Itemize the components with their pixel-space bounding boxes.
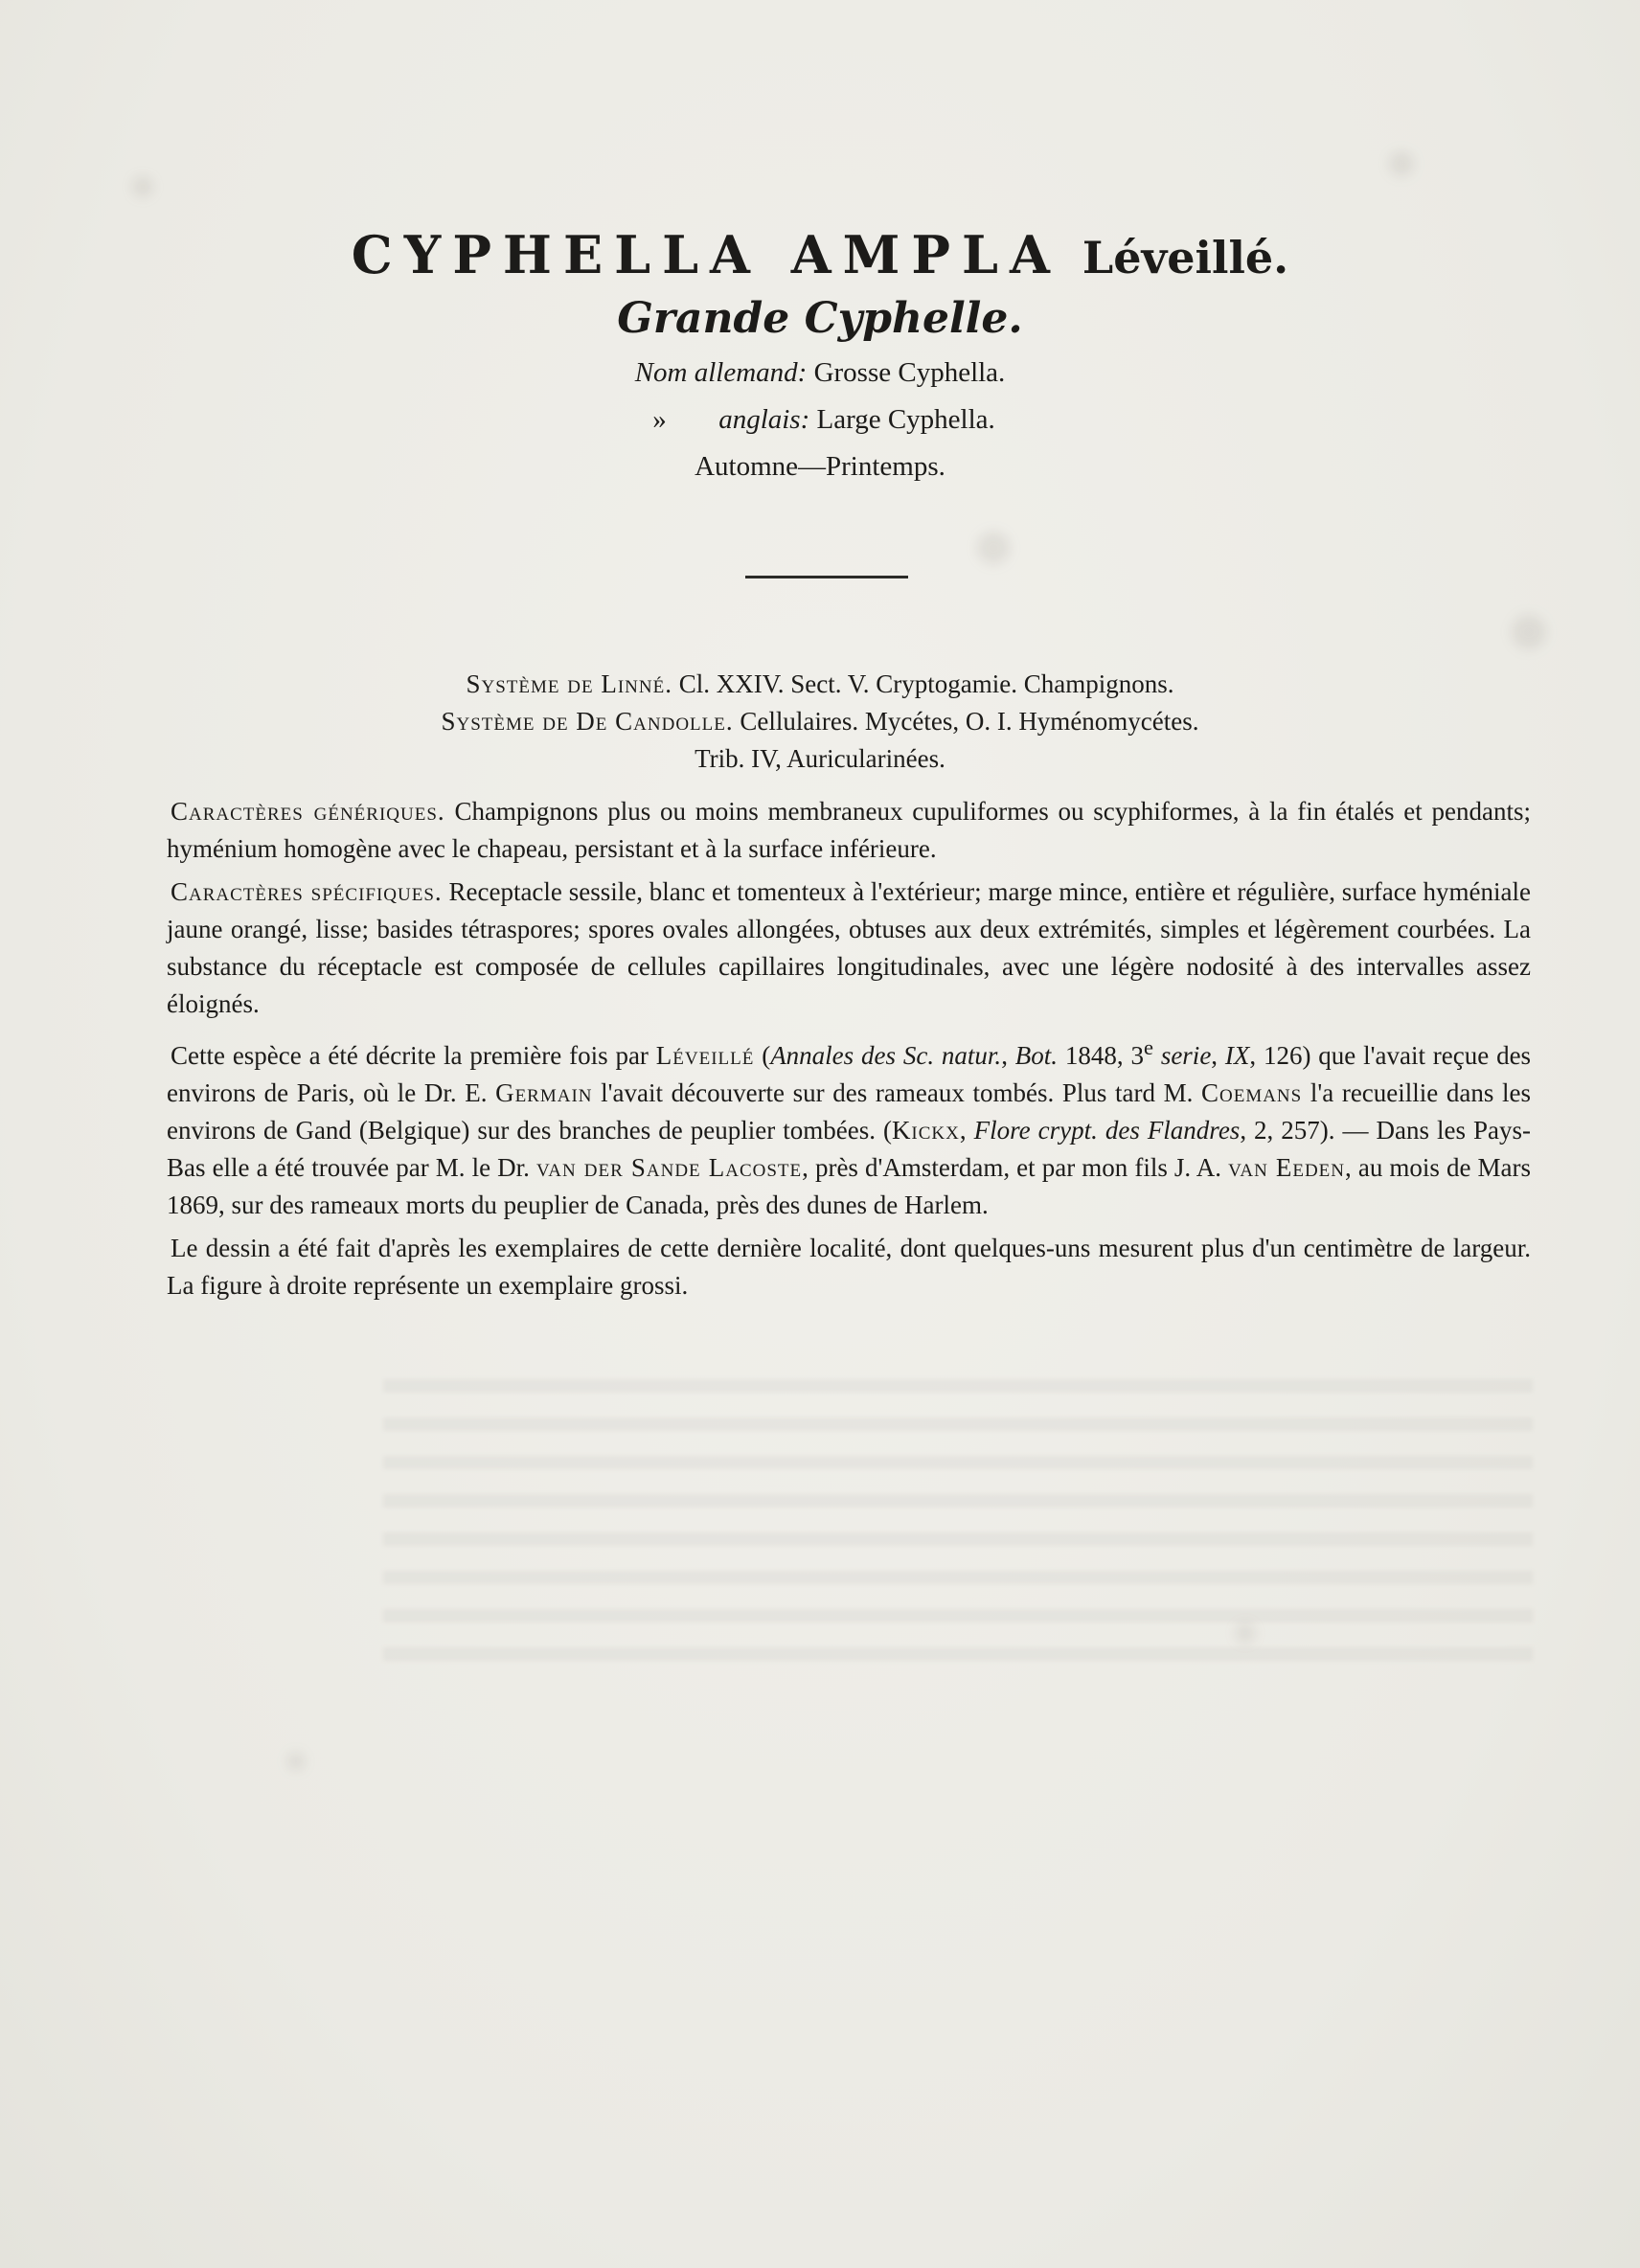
history-text: , 2, 257). — Dans les Pays-Bas elle a été trouvée par M. le Dr. bbox=[167, 1116, 1531, 1182]
generic-label: Caractères génériques. bbox=[171, 797, 445, 826]
linne-label: Système de Linné. bbox=[466, 669, 672, 698]
person-van-eeden: van Eeden bbox=[1228, 1153, 1346, 1182]
ditto-mark: » bbox=[652, 404, 667, 435]
linne-system bbox=[0, 666, 1640, 703]
person-sande-lacoste: van der Sande Lacoste bbox=[536, 1153, 803, 1182]
generic-characters bbox=[167, 793, 1531, 868]
english-label: anglais: bbox=[718, 404, 810, 435]
author-leveille: Léveillé bbox=[655, 1041, 755, 1070]
common-name: Grande Cyphelle. bbox=[617, 294, 1023, 343]
divider-rule bbox=[745, 576, 908, 578]
person-germain: Germain bbox=[495, 1078, 593, 1107]
paper-stain bbox=[132, 176, 153, 197]
specific-label: Caractères spécifiques. bbox=[171, 877, 443, 906]
description-body bbox=[167, 793, 1531, 1310]
english-name: Large Cyphella. bbox=[816, 404, 995, 435]
author-name: Léveillé. bbox=[1082, 232, 1289, 284]
specific-characters bbox=[167, 873, 1531, 1023]
generic-text: Champignons plus ou moins membraneux cupuliformes ou scyphiformes, à la fin étalés et pendants; hyménium homogène avec le chapeau, persistant et à la surface inférieure. bbox=[167, 797, 1532, 863]
history-text: ( bbox=[762, 1041, 771, 1070]
citation-bot: Bot. bbox=[1014, 1041, 1059, 1070]
german-name-line bbox=[0, 350, 1640, 397]
drawing-paragraph: Le dessin a été fait d'après les exemplaires de cette dernière localité, dont quelques-uns mesurent plus d'un centimètre de largeur. La figure à droite représente un exemplaire grossi. bbox=[167, 1234, 1531, 1300]
specific-text: Receptacle sessile, blanc et tomenteux à l'extérieur; marge mince, entière et régulière, surface hyméniale jaune orangé, lisse; basides tétraspores; spores ovales allongées, obtuses aux deux extrémités, simples et légèrement courbées. La substance du réceptacle est composée de cellules capillaires longitudinales, avec une légère nodosité à des intervalles assez éloignés. bbox=[167, 877, 1532, 1018]
history-text: l'avait découverte sur des rameaux tombés. Plus tard M. bbox=[601, 1078, 1194, 1107]
paper-stain bbox=[977, 532, 1010, 564]
candolle-system bbox=[0, 703, 1640, 740]
german-label: Nom allemand: bbox=[634, 357, 808, 388]
page-header bbox=[0, 215, 1640, 490]
linne-text: Cl. XXIV. Sect. V. Cryptogamie. Champignons. bbox=[678, 669, 1174, 698]
citation-annales: Annales des Sc. natur. bbox=[770, 1041, 1002, 1070]
history-text: Cette espèce a été décrite la première fois par bbox=[171, 1041, 649, 1070]
german-name: Grosse Cyphella. bbox=[813, 357, 1006, 388]
paper-stain bbox=[1512, 615, 1546, 649]
bleed-through-text bbox=[383, 1379, 1533, 1686]
season: Automne—Printemps. bbox=[695, 451, 945, 482]
candolle-text: Cellulaires. Mycétes, O. I. Hyménomycétes. bbox=[740, 707, 1199, 736]
history-text: , bbox=[1211, 1041, 1219, 1070]
classification bbox=[0, 666, 1640, 778]
history-text: , bbox=[959, 1116, 967, 1145]
tribe-line: Trib. IV, Auricularinées. bbox=[695, 744, 945, 773]
citation-flore: Flore crypt. des Flandres bbox=[973, 1116, 1241, 1145]
english-name-line bbox=[0, 397, 1640, 443]
citation-volume: IX bbox=[1224, 1041, 1250, 1070]
history-text: , près d'Amsterdam, et par mon fils J. A. bbox=[802, 1153, 1221, 1182]
paper-stain bbox=[1389, 151, 1414, 176]
person-coemans: Coemans bbox=[1200, 1078, 1303, 1107]
species-title: CYPHELLA AMPLA bbox=[351, 224, 1061, 285]
title-line bbox=[0, 215, 1640, 292]
history-paragraph bbox=[167, 1029, 1531, 1224]
candolle-label: Système de De Candolle. bbox=[441, 707, 734, 736]
history-text: l'a recueillie dans les environs de Gand (Belgique) sur des branches de peuplier tombées. ( bbox=[167, 1078, 1531, 1145]
history-text: 1848, 3 bbox=[1064, 1041, 1144, 1070]
citation-serie: serie bbox=[1160, 1041, 1212, 1070]
paper-stain bbox=[287, 1753, 305, 1770]
history-text: , 126) que l'avait reçue des environs de Paris, où le Dr. E. bbox=[167, 1041, 1532, 1107]
person-kickx: Kickx bbox=[891, 1116, 960, 1145]
history-text: , au mois de Mars 1869, sur des rameaux morts du peuplier de Canada, près des dunes de Harlem. bbox=[167, 1153, 1532, 1219]
history-text: , bbox=[1001, 1041, 1008, 1070]
superscript: e bbox=[1143, 1035, 1153, 1059]
